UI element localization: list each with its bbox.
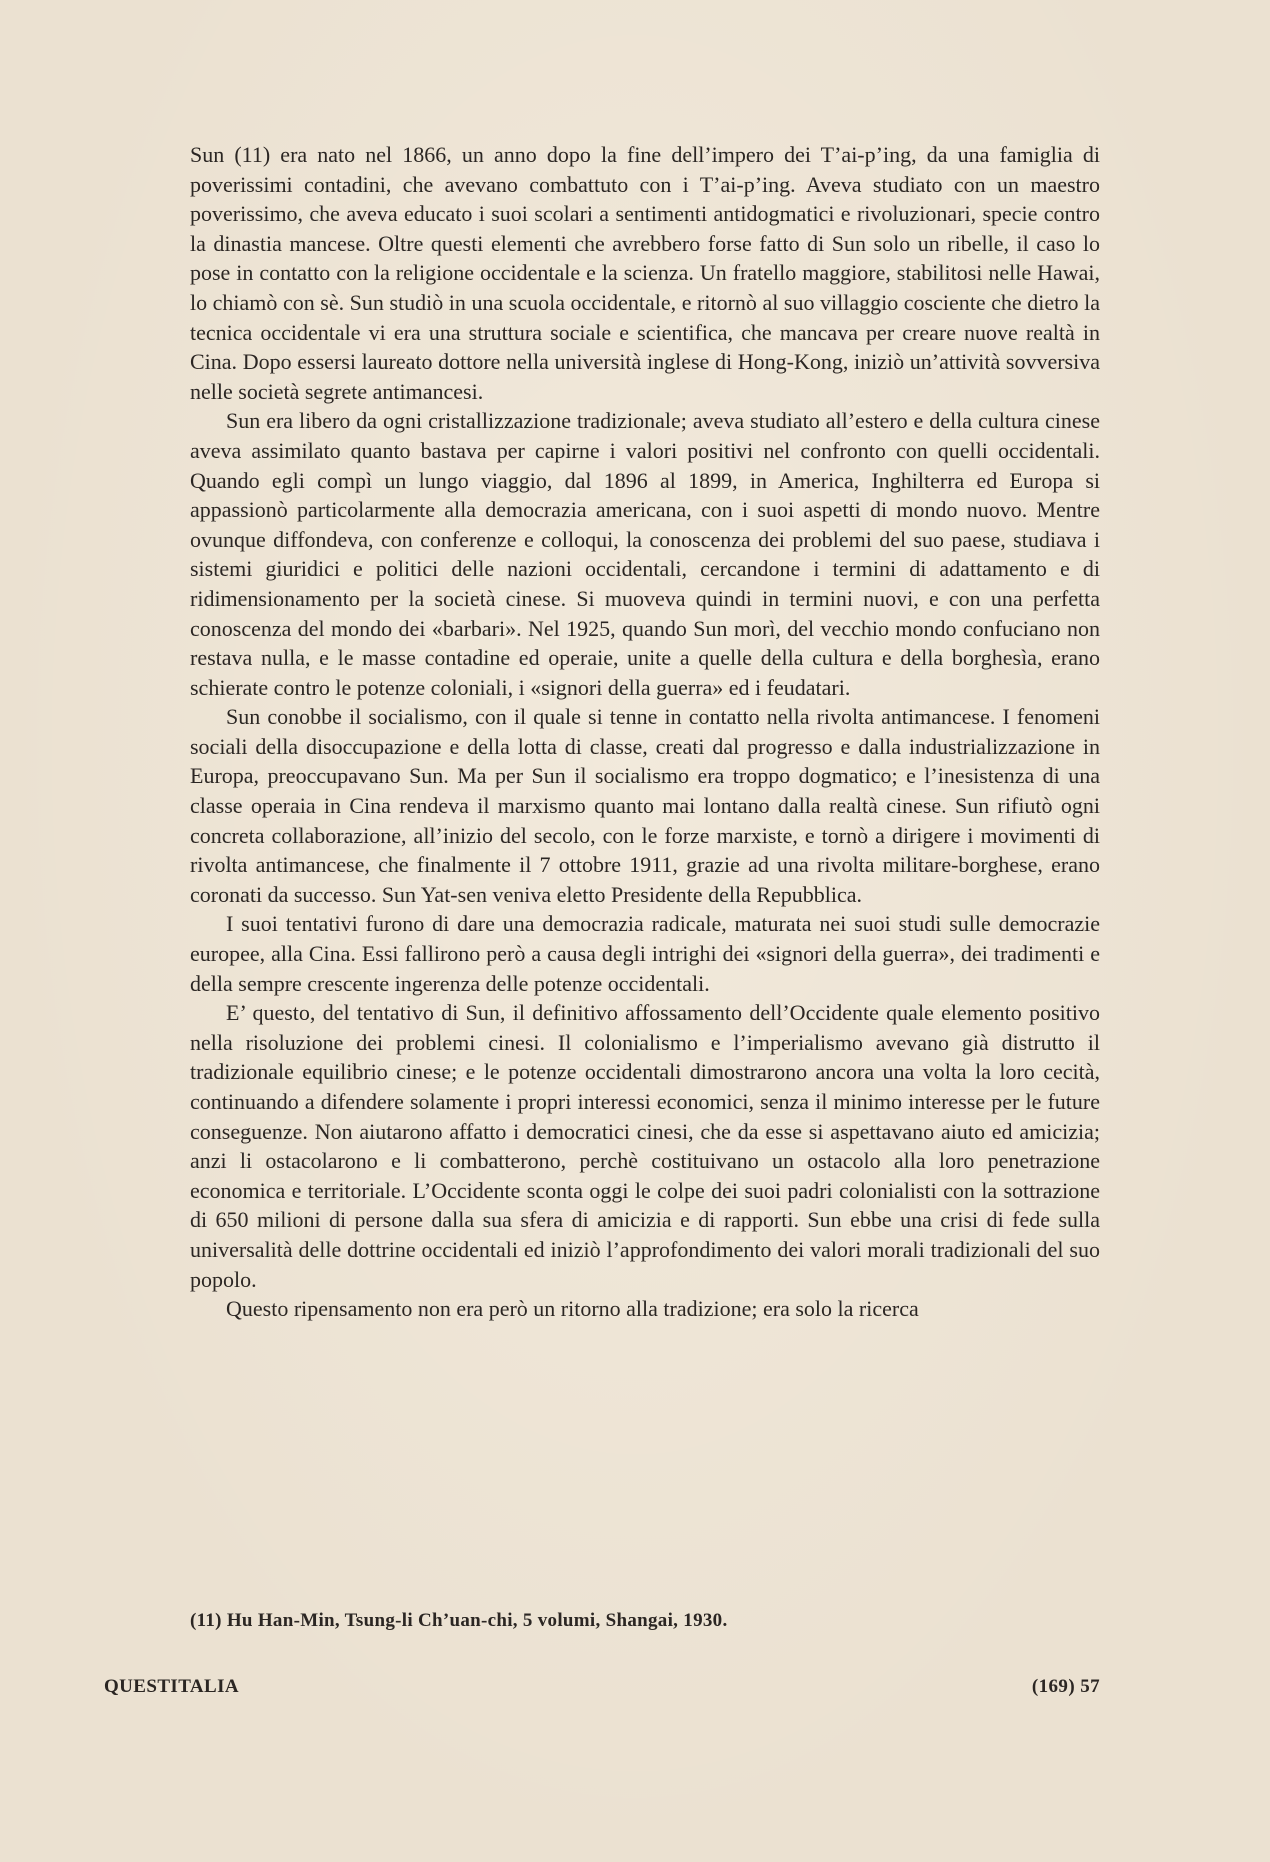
paragraph-5: E’ questo, del tentativo di Sun, il definitivo affossamento dell’Occidente quale elemento positivo nella risoluzione dei problemi cinesi. Il colonialismo e l’imperialismo avevano già distrutto il tradizionale equilibrio cinese; e le potenze occidentali dimostrarono ancora una volta la loro cecità, continuando a difendere solamente i propri interessi economici, senza il minimo interesse per le future conseguenze. Non aiutarono affatto i democratici cinesi, che da esse si aspettavano aiuto ed amicizia; anzi li ostacolarono e li combatterono, perchè costituivano un ostacolo alla loro penetrazione economica e territoriale. L’Occidente sconta oggi le colpe dei suoi padri colonialisti con la sottrazione di 650 milioni di persone dalla sua sfera di amicizia e di rapporti. Sun ebbe una crisi di fede sulla universalità delle dottrine occidentali ed iniziò l’approfondimento dei valori morali tradizionali del suo popolo. bbox=[190, 1000, 1100, 1292]
paragraph-2: Sun era libero da ogni cristallizzazione tradizionale; aveva studiato all’estero e della cultura cinese aveva assimilato quanto bastava per capirne i valori positivi nel confronto con quelli occidentali. Quando egli compì un lungo viaggio, dal 1896 al 1899, in America, Inghilterra ed Europa si appassionò particolarmente alla democrazia americana, con i suoi aspetti di mondo nuovo. Mentre ovunque diffondeva, con conferenze e colloqui, la conoscenza dei problemi del suo paese, studiava i sistemi giuridici e politici delle nazioni occidentali, cercandone i termini di adattamento e di ridimensionamento per la società cinese. Si muoveva quindi in termini nuovi, e con una perfetta conoscenza del mondo dei «barbari». Nel 1925, quando Sun morì, del vecchio mondo confuciano non restava nulla, e le masse contadine ed operaie, unite a quelle della cultura e della borghesìa, erano schierate contro le potenze coloniali, i «signori della guerra» ed i feudatari. bbox=[190, 408, 1100, 700]
footnote: (11) Hu Han-Min, Tsung-li Ch’uan-chi, 5 volumi, Shangai, 1930. bbox=[190, 1610, 728, 1631]
paragraph-6: Questo ripensamento non era però un ritorno alla tradizione; era solo la ricerca bbox=[226, 1296, 919, 1322]
paragraph-3: Sun conobbe il socialismo, con il quale si tenne in contatto nella rivolta antimancese. I fenomeni sociali della disoccupazione e della lotta di classe, creati dal progresso e dalla industrializzazione in Europa, preoccupavano Sun. Ma per Sun il socialismo era troppo dogmatico; e l’inesistenza di una classe operaia in Cina rendeva il marxismo quanto mai lontano dalla realtà cinese. Sun rifiutò ogni concreta collaborazione, all’inizio del secolo, con le forze marxiste, e tornò a dirigere i movimenti di rivolta antimancese, che finalmente il 7 ottobre 1911, grazie ad una rivolta militare-borghese, erano coronati da successo. Sun Yat-sen veniva eletto Presidente della Repubblica. bbox=[190, 704, 1100, 907]
magazine-name: QUESTITALIA bbox=[104, 1676, 239, 1697]
paragraph-4: I suoi tentativi furono di dare una democrazia radicale, maturata nei suoi studi sulle democrazie europee, alla Cina. Essi fallirono però a causa degli intrighi dei «signori della guerra», dei tradimenti e della sempre crescente ingerenza delle potenze occidentali. bbox=[190, 911, 1100, 996]
paragraph-1: Sun (11) era nato nel 1866, un anno dopo la fine dell’impero dei T’ai-p’ing, da una famiglia di poverissimi contadini, che avevano combattuto con i T’ai-p’ing. Aveva studiato con un maestro poverissimo, che aveva educato i suoi scolari a sentimenti antidogmatici e rivoluzionari, specie contro la dinastia mancese. Oltre questi elementi che avrebbero forse fatto di Sun solo un ribelle, il caso lo pose in contatto con la religione occidentale e la scienza. Un fratello maggiore, stabilitosi nelle Hawai, lo chiamò con sè. Sun studiò in una scuola occidentale, e ritornò al suo villaggio cosciente che dietro la tecnica occidentale vi era una struttura sociale e scientifica, che mancava per creare nuove realtà in Cina. Dopo essersi laureato dottore nella università inglese di Hong-Kong, iniziò un’attività sovversiva nelle società segrete antimancesi. bbox=[190, 142, 1100, 404]
page-number: (169) 57 bbox=[1031, 1676, 1100, 1697]
article-body bbox=[190, 140, 1100, 1324]
